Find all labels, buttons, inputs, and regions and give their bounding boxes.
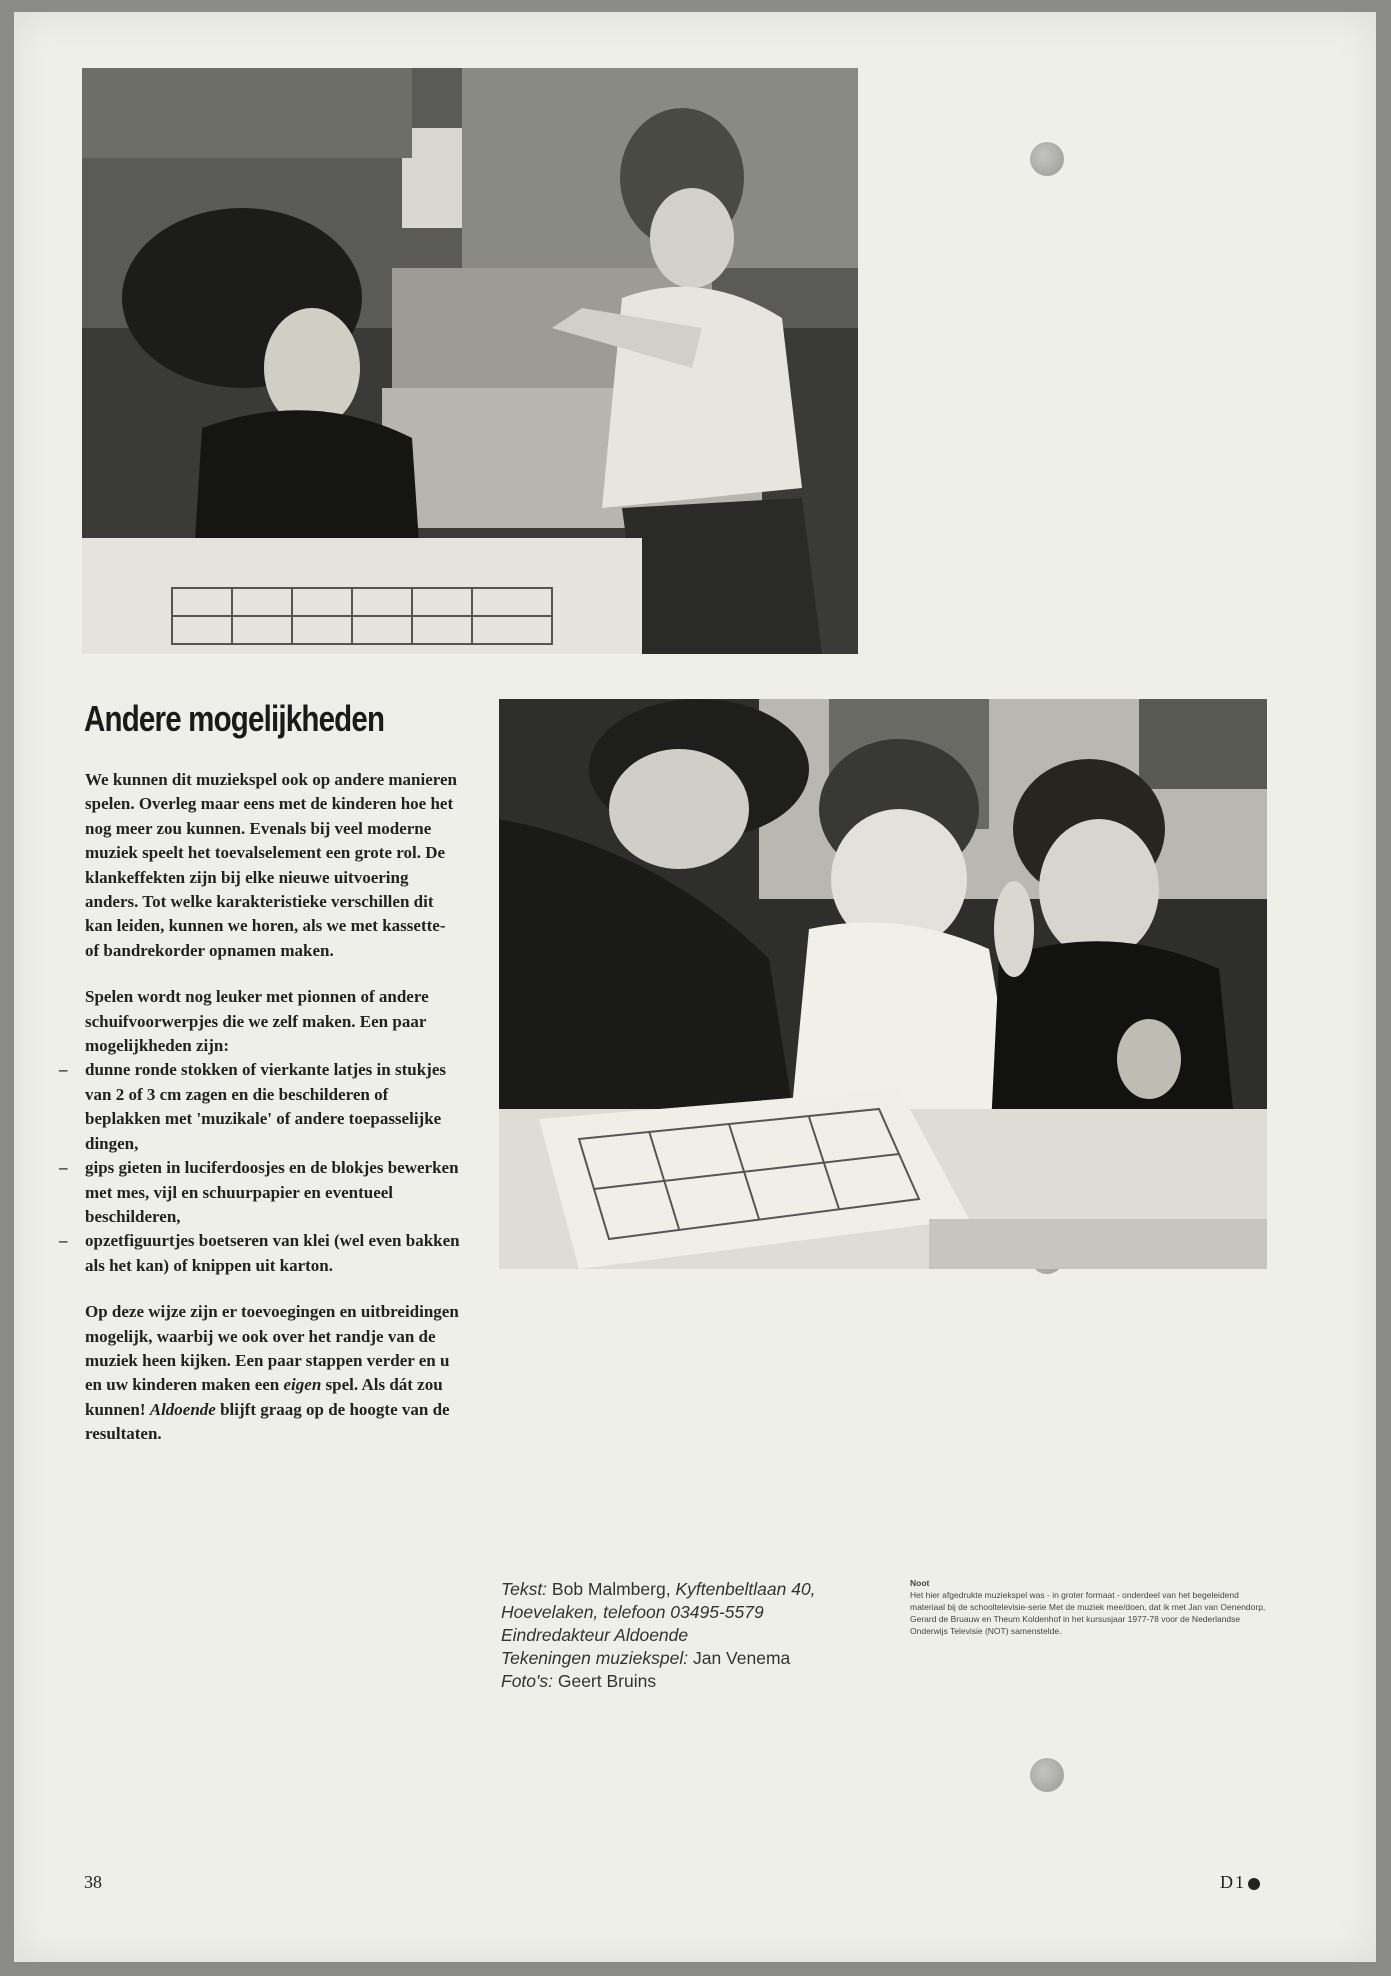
paragraph-3-emphasis-eigen: eigen: [283, 1375, 322, 1395]
list-item: – gips gieten in luciferdoosjes en de blokjes bewerken met mes, vijl en schuurpapier en eventueel beschilderen,: [85, 1156, 460, 1229]
credit-photos-label: Foto's:: [501, 1671, 553, 1691]
list-item: – opzetfiguurtjes boetseren van klei (wel even bakken als het kan) of knippen uit karton.: [85, 1229, 460, 1278]
punch-hole-4: [1030, 1758, 1064, 1792]
bullet-dot-icon: [1248, 1878, 1260, 1890]
credit-photos-line: [501, 1670, 911, 1693]
footnote-title: Noot: [910, 1578, 930, 1588]
paragraph-3-part2: spel. Als dát zou kunnen!: [85, 1375, 443, 1419]
footnote-block: [910, 1577, 1275, 1637]
section-code-text: D1: [1220, 1872, 1246, 1892]
paragraph-3-emphasis-aldoende: Aldoende: [149, 1399, 216, 1419]
credit-drawings-line: [501, 1647, 911, 1670]
credit-photos-name: Geert Bruins: [552, 1671, 657, 1691]
footnote-body: Het hier afgedrukte muziekspel was - in groter formaat - onderdeel van het begeleidend materiaal bij de schooltelevisie-serie Met de muziek mee/doen, dat ik met Jan van Oenendorp, Gerard de Bruauw en Theum Koldenhof in het kursusjaar 1977-78 voor de Nederlandse Onderwijs Televisie (NOT) samenstelde.: [910, 1590, 1266, 1636]
section-heading: Andere mogelijkheden: [84, 698, 385, 739]
paragraph-2-intro: Spelen wordt nog leuker met pionnen of andere schuifvoorwerpjes die we zelf maken. Een paar mogelijkheden zijn:: [85, 987, 429, 1056]
credit-text-author: Bob Malmberg,: [547, 1579, 676, 1599]
paragraph-1: We kunnen dit muziekspel ook op andere manieren spelen. Overleg maar eens met de kinderen hoe het nog meer zou kunnen. Evenals bij veel moderne muziek speelt het toevalselement een grote rol. De klankeffekten zijn bij elke nieuwe uitvoering anders. Tot welke karakteristieke verschillen dit kan leiden, kunnen we horen, als we met kassette- of bandrekorder opnamen maken.: [85, 770, 458, 960]
section-code: [1220, 1872, 1260, 1893]
photo-children-playing-middle: [499, 699, 1267, 1269]
document-page: [14, 12, 1376, 1962]
credit-text-address: Kyftenbeltlaan 40, Hoevelaken, telefoon 03495-5579: [501, 1579, 816, 1622]
page-number: 38: [84, 1872, 102, 1892]
credits-block: [501, 1578, 911, 1693]
photo-children-playing-top: [82, 68, 858, 654]
paragraph-2: [85, 985, 460, 1278]
paragraph-3-part1: Op deze wijze zijn er toevoegingen en uitbreidingen mogelijk, waarbij we ook over het randje van de muziek heen kijken. Een paar stappen verder en u en uw kinderen maken een: [85, 1302, 459, 1395]
options-list: [85, 1058, 460, 1278]
list-item: – dunne ronde stokken of vierkante latjes in stukjes van 2 of 3 cm zagen en die beschilderen of beplakken met 'muzikale' of andere toepasselijke dingen,: [85, 1058, 460, 1156]
credit-drawings-label: Tekeningen muziekspel:: [501, 1648, 689, 1668]
credit-editor: Eindredakteur Aldoende: [501, 1625, 689, 1645]
punch-hole-1: [1030, 142, 1064, 176]
paragraph-3: [85, 1300, 460, 1446]
body-text-column: [85, 768, 460, 1469]
credit-drawings-name: Jan Venema: [688, 1648, 791, 1668]
credit-text-line: [501, 1578, 911, 1624]
credit-text-label: Tekst:: [501, 1579, 548, 1599]
paragraph-3-part3: blijft graag op de hoogte van de resultaten.: [85, 1399, 450, 1444]
